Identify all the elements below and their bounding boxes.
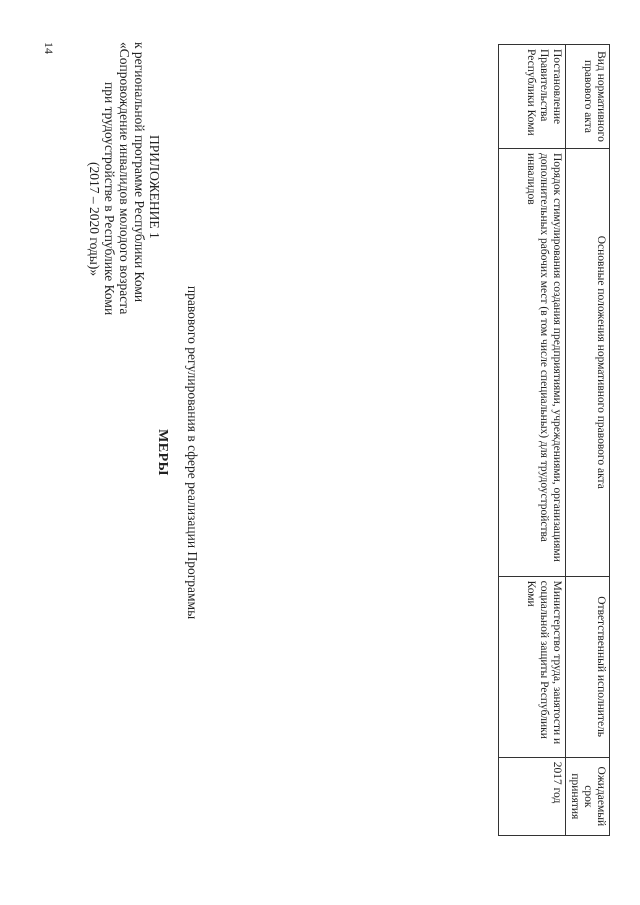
- title-subheading: правового регулирования в сфере реализации Программы: [185, 285, 200, 620]
- page-number: 14: [42, 42, 56, 54]
- header-act-content: Основные положения нормативного правового акта: [566, 148, 610, 576]
- header-executor: Ответственный исполнитель: [566, 576, 610, 757]
- appendix-line-1: ПРИЛОЖЕНИЕ 1: [147, 135, 162, 239]
- header-act-type: Вид нормативного правового акта: [566, 45, 610, 149]
- table-header-row: [566, 45, 610, 836]
- cell-executor: Министерство труда, занятости и социальной защиты Республики Коми: [499, 576, 566, 757]
- table-row: [499, 45, 566, 836]
- cell-act-content: Порядок стимулирования создания предприятиями, учреждениями, организациями дополнительных рабочих мест (в том числе специальных) для трудоустройства инвалидов: [499, 148, 566, 576]
- header-term: Ожидаемый срок принятия: [566, 757, 610, 835]
- measures-table: [498, 44, 610, 836]
- appendix-line-5: (2017 – 2020 годы)»: [87, 162, 102, 277]
- appendix-header: [87, 42, 162, 622]
- appendix-line-3: «Сопровождение инвалидов молодого возраста: [117, 42, 132, 315]
- cell-act-type: Постановление Правительства Республики Коми: [499, 45, 566, 149]
- appendix-line-4: при трудоустройстве в Республике Коми: [102, 82, 117, 316]
- cell-term: 2017 год: [499, 757, 566, 835]
- appendix-line-2: к региональной программе Республики Коми: [132, 42, 147, 303]
- title-heading: МЕРЫ: [155, 429, 170, 476]
